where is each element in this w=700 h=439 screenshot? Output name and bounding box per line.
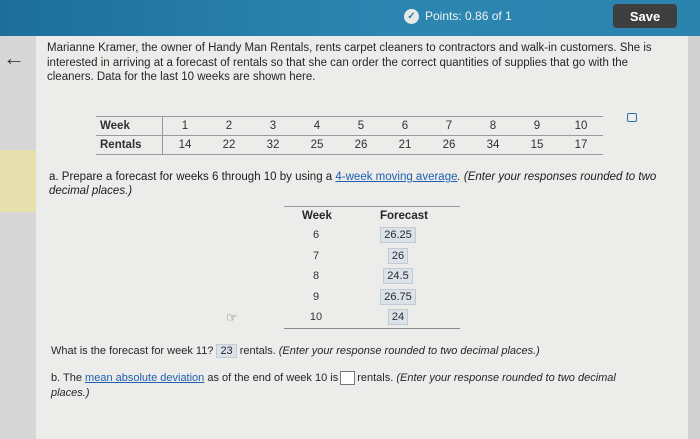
forecast-week: 10 bbox=[309, 311, 323, 324]
week-11-question bbox=[51, 344, 540, 358]
week-11-suffix: rentals. bbox=[239, 345, 276, 357]
forecast-row bbox=[284, 266, 460, 287]
week-cell: 5 bbox=[339, 117, 383, 136]
rentals-cell: 26 bbox=[339, 136, 383, 155]
problem-intro: Marianne Kramer, the owner of Handy Man Rentals, rents carpet cleaners to contractors and walk-in customers. She is interested in arriving at a forecast of rentals so that she can order the correct quantities of supplies that go with the cleaners. Data for the last 10 weeks are shown here. bbox=[47, 42, 652, 83]
rentals-row bbox=[96, 136, 603, 155]
save-button[interactable]: Save bbox=[613, 4, 677, 28]
week-cell: 2 bbox=[207, 117, 251, 136]
forecast-row bbox=[284, 307, 460, 328]
forecast-row bbox=[284, 246, 460, 267]
part-b-suffix: rentals. bbox=[357, 372, 394, 384]
mad-input[interactable] bbox=[340, 371, 355, 385]
rentals-cell: 17 bbox=[559, 136, 603, 155]
forecast-week: 6 bbox=[312, 229, 320, 242]
rentals-cell: 22 bbox=[207, 136, 251, 155]
part-b-note: (Enter your response rounded to two decimal places.) bbox=[51, 372, 616, 399]
rentals-row-label: Rentals bbox=[96, 136, 163, 155]
forecast-week: 9 bbox=[312, 290, 320, 303]
forecast-answer[interactable]: 24 bbox=[388, 309, 408, 325]
forecast-row bbox=[284, 225, 460, 246]
forecast-answer[interactable]: 26 bbox=[388, 248, 408, 264]
forecast-table-header bbox=[284, 207, 460, 225]
pointer-cursor-icon: ☞ bbox=[226, 310, 238, 325]
part-b-prompt bbox=[51, 371, 621, 400]
forecast-answer[interactable]: 24.5 bbox=[383, 268, 412, 284]
rentals-cell: 15 bbox=[515, 136, 559, 155]
week-row bbox=[96, 117, 603, 136]
part-b-prefix: b. The bbox=[51, 372, 86, 384]
left-margin bbox=[0, 36, 36, 439]
points-indicator bbox=[404, 7, 512, 25]
forecast-week: 8 bbox=[312, 270, 320, 283]
part-a-prefix: a. Prepare a forecast for weeks 6 through 10 by using a bbox=[49, 171, 336, 183]
forecast-row bbox=[284, 287, 460, 308]
rentals-cell: 14 bbox=[163, 136, 208, 155]
side-highlight bbox=[0, 150, 36, 212]
rentals-cell: 21 bbox=[383, 136, 427, 155]
mad-link[interactable]: mean absolute deviation bbox=[85, 372, 205, 384]
week-11-note: (Enter your response rounded to two decimal places.) bbox=[278, 345, 540, 357]
part-b-middle: as of the end of week 10 is bbox=[204, 372, 339, 384]
points-label: Points: 0.86 of 1 bbox=[425, 9, 512, 23]
forecast-answer[interactable]: 26.75 bbox=[380, 289, 416, 305]
rentals-cell: 26 bbox=[427, 136, 471, 155]
week-cell: 8 bbox=[471, 117, 515, 136]
forecast-answer[interactable]: 26.25 bbox=[380, 227, 416, 243]
scrollbar[interactable] bbox=[688, 36, 700, 439]
forecast-table bbox=[284, 206, 460, 329]
week-row-label: Week bbox=[96, 117, 163, 136]
week-cell: 4 bbox=[295, 117, 339, 136]
top-bar bbox=[0, 0, 700, 36]
data-table bbox=[96, 116, 603, 155]
part-a-suffix: . (Enter your responses rounded to two decimal places.) bbox=[49, 171, 657, 197]
grid-icon[interactable] bbox=[627, 113, 637, 122]
week-cell: 1 bbox=[163, 117, 208, 136]
week-cell: 6 bbox=[383, 117, 427, 136]
week-11-text: What is the forecast for week 11? bbox=[51, 345, 214, 357]
forecast-week: 7 bbox=[312, 249, 320, 262]
week-column-header: Week bbox=[302, 210, 332, 222]
week-cell: 10 bbox=[559, 117, 603, 136]
moving-average-link[interactable]: 4-week moving average bbox=[335, 171, 458, 183]
week-cell: 9 bbox=[515, 117, 559, 136]
rentals-cell: 25 bbox=[295, 136, 339, 155]
left-arrow-icon[interactable]: ← bbox=[3, 45, 25, 70]
check-badge-icon: ✓ bbox=[404, 9, 419, 24]
week-11-answer[interactable]: 23 bbox=[216, 344, 236, 358]
week-cell: 3 bbox=[251, 117, 295, 136]
forecast-column-header: Forecast bbox=[380, 210, 428, 222]
rentals-cell: 34 bbox=[471, 136, 515, 155]
rentals-cell: 32 bbox=[251, 136, 295, 155]
part-a-prompt bbox=[49, 170, 659, 198]
week-cell: 7 bbox=[427, 117, 471, 136]
